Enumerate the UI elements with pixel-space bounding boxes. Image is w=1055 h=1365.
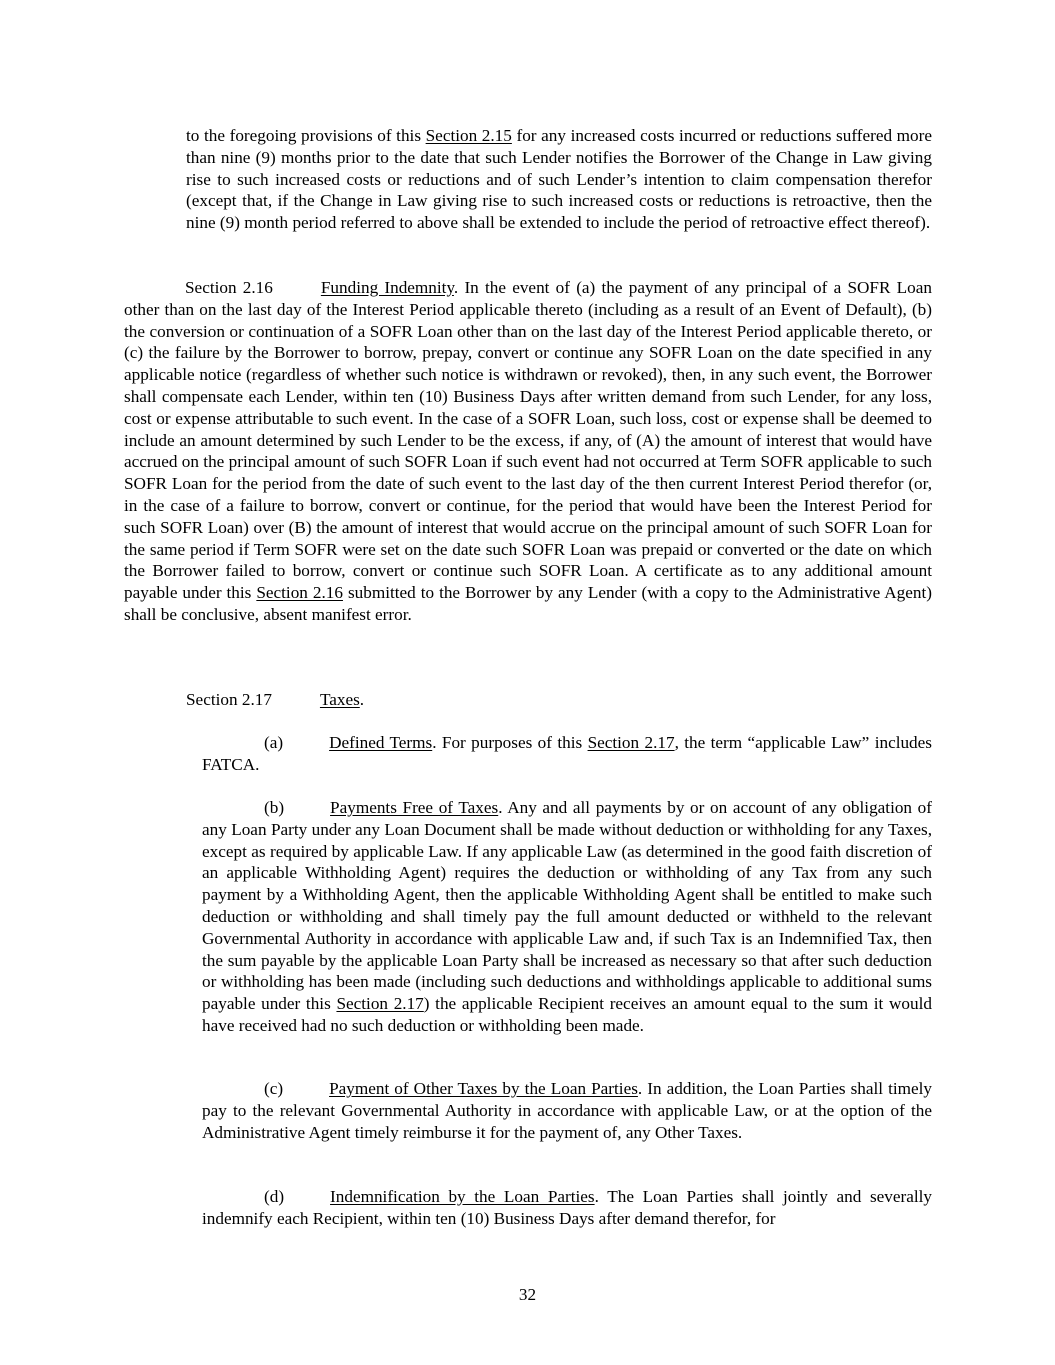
page-number: 32 bbox=[518, 1285, 537, 1304]
paragraph-text: submitted to the Borrower by any Lender (with a copy to the Administrative Agent) shall be conclusive, absent manifest error. bbox=[124, 583, 932, 624]
subsection-heading: Payment of Other Taxes by the Loan Parties bbox=[329, 1079, 638, 1098]
subsection-label: (c) bbox=[264, 1079, 284, 1098]
section-2-16-paragraph bbox=[124, 277, 932, 626]
section-heading: Funding Indemnity bbox=[320, 278, 454, 297]
subsection-label: (b) bbox=[264, 798, 285, 817]
subsection-d bbox=[202, 1186, 932, 1230]
paragraph-text: . In addition, the Loan Parties shall timely pay to the relevant Governmental Authority in accordance with applicable Law, or at the option of the Administrative Agent timely reimburse it for the payment of, any Other Taxes. bbox=[202, 1079, 932, 1142]
paragraph-text: . Any and all payments by or on account of any obligation of any Loan Party under any Loan Document shall be made without deduction or withholding for any Taxes, except as required by applicable Law. If any applicable Law (as determined in the good faith discretion of an applicable Withholding Agent) requires the deduction or withholding of any Tax from any such payment by a Withholding Agent, then the applicable Withholding Agent shall be entitled to make such deduction or withholding and shall timely pay the full amount deducted or withheld to the relevant Governmental Authority in accordance with applicable Law and, if such Tax is an Indemnified Tax, then the sum payable by the applicable Loan Party shall be increased as necessary so that after such deduction or withholding has been made (including such deductions and withholdings applicable to additional sums payable under this bbox=[202, 798, 932, 1014]
section-number: Section 2.17 bbox=[186, 690, 272, 709]
paragraph-text: , the term “applicable Law” includes FATCA. bbox=[202, 733, 932, 774]
section-heading: Taxes bbox=[319, 690, 360, 709]
paragraph-text: ) the applicable Recipient receives an amount equal to the sum it would have received had no such deduction or withholding been made. bbox=[202, 994, 932, 1035]
heading-punctuation: . bbox=[359, 690, 365, 709]
paragraph-text: . The Loan Parties shall jointly and severally indemnify each Recipient, within ten (10) Business Days after demand therefor, for bbox=[202, 1187, 932, 1228]
subsection-label: (d) bbox=[264, 1187, 285, 1206]
subsection-heading: Indemnification by the Loan Parties bbox=[330, 1187, 595, 1206]
section-reference-link[interactable]: Section 2.16 bbox=[256, 583, 343, 603]
paragraph-continuation bbox=[186, 125, 932, 234]
section-reference-link[interactable]: Section 2.17 bbox=[587, 733, 675, 752]
section-reference-link[interactable]: Section 2.17 bbox=[336, 994, 424, 1014]
section-2-17-heading bbox=[186, 689, 932, 711]
subsection-c bbox=[202, 1078, 932, 1143]
paragraph-text: . In the event of (a) the payment of any principal of a SOFR Loan other than on the last day of the Interest Period applicable thereto (including as a result of an Event of Default), (b) the conversion or continuation of a SOFR Loan other than on the last day of the Interest Period applicable thereto, or (c) the failure by the Borrower to borrow, prepay, convert or continue any SOFR Loan on the date specified in any applicable notice (regardless of whether such notice is withdrawn or revoked), then, in any such event, the Borrower shall compensate each Lender, within ten (10) Business Days after written demand from such Lender, for any loss, cost or expense attributable to such event. In the case of a SOFR Loan, such loss, cost or expense shall be deemed to include an amount determined by such Lender to be the excess, if any, of (A) the amount of interest that would have accrued on the principal amount of such SOFR Loan if such event had not occurred at Term SOFR applicable to such SOFR Loan for the period from the date of such event to the last day of the then current Interest Period therefor (or, in the case of a failure to borrow, convert or continue, for the period that would have been the Interest Period for such SOFR Loan) over (B) the amount of interest that would accrue on the principal amount of such SOFR Loan for the same period if Term SOFR were set on the date such SOFR Loan was prepaid or converted or the date on which the Borrower failed to borrow, convert or continue such SOFR Loan. A certificate as to any additional amount payable under this bbox=[124, 278, 932, 603]
paragraph-text: to the foregoing provisions of this bbox=[186, 126, 426, 145]
subsection-label: (a) bbox=[264, 733, 284, 752]
section-reference-link[interactable]: Section 2.15 bbox=[425, 126, 512, 145]
subsection-heading: Payments Free of Taxes bbox=[330, 798, 499, 817]
subsection-heading: Defined Terms bbox=[329, 733, 433, 752]
subsection-b bbox=[202, 797, 932, 1037]
subsection-a bbox=[202, 732, 932, 776]
paragraph-text: . For purposes of this bbox=[432, 733, 588, 752]
paragraph-text: for any increased costs incurred or reductions suffered more than nine (9) months prior to the date that such Lender notifies the Borrower of the Change in Law giving rise to such increased costs or reductions and of such Lender’s intention to claim compensation therefor (except that, if the Change in Law giving rise to such increased costs or reductions is retroactive, then the nine (9) month period referred to above shall be extended to include the period of retroactive effect thereof). bbox=[186, 126, 932, 233]
section-number: Section 2.16 bbox=[185, 278, 273, 297]
